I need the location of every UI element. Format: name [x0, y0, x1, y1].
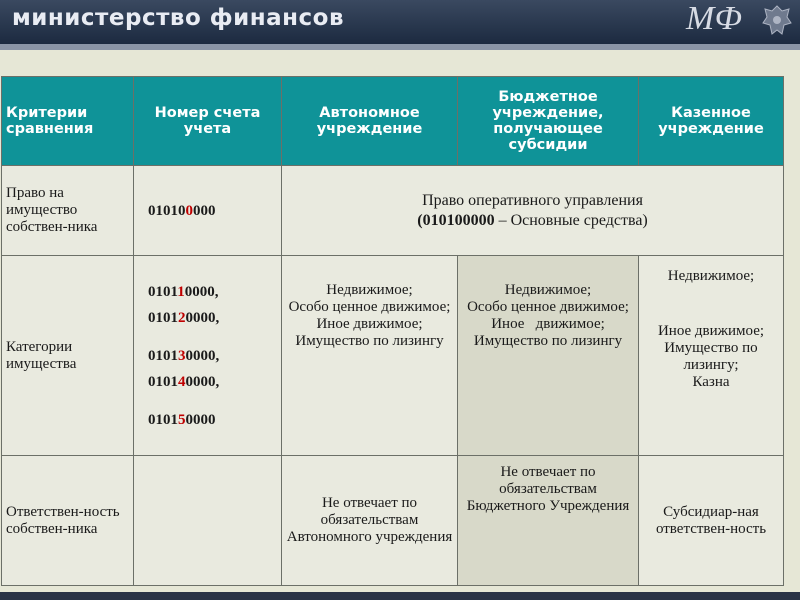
- banner-title: министерство финансов: [12, 5, 345, 31]
- criterion-cell: Ответствен-ность собствен-ника: [2, 456, 134, 586]
- top-banner: [0, 0, 800, 44]
- table-header-row: [2, 77, 784, 166]
- column-header-criteria: Критерии сравнения: [2, 77, 134, 166]
- table-row: [2, 256, 784, 456]
- autonomous-liability-cell: Не отвечает по обязательствам Автономного учреждения: [282, 456, 458, 586]
- budget-category-cell: Недвижимое; Особо ценное движимое; Иное движимое; Имущество по лизингу: [458, 256, 639, 456]
- budget-liability-cell: Не отвечает по обязательствам Бюджетного Учреждения: [458, 456, 639, 586]
- account-number: 010140000,: [148, 373, 220, 390]
- account-number: 010110000,: [148, 283, 219, 300]
- state-liability-cell: Субсидиар-ная ответствен-ность: [639, 456, 784, 586]
- account-number: 010130000,: [148, 347, 220, 364]
- coat-of-arms-icon: [760, 3, 794, 39]
- column-header-account: Номер счета учета: [134, 77, 282, 166]
- account-list-cell: [134, 256, 282, 456]
- column-header-state: Казенное учреждение: [639, 77, 784, 166]
- autonomous-category-cell: Недвижимое; Особо ценное движимое; Иное движимое; Имущество по лизингу: [282, 256, 458, 456]
- column-header-autonomous: Автономное учреждение: [282, 77, 458, 166]
- bottom-border: [0, 592, 800, 600]
- column-header-budget: Бюджетное учреждение, получающее субсидии: [458, 77, 639, 166]
- criterion-cell: Категории имущества: [2, 256, 134, 456]
- account-number: 010120000,: [148, 309, 220, 326]
- ministry-logo: МФ: [686, 0, 743, 37]
- account-number: 010150000: [148, 411, 216, 428]
- banner-stripe: [0, 44, 800, 50]
- table-row: [2, 456, 784, 586]
- comparison-table: [1, 76, 784, 586]
- table-row: [2, 166, 784, 256]
- state-category-cell: Недвижимое; Иное движимое; Имущество по лизингу; Казна: [639, 256, 784, 456]
- account-cell: [134, 456, 282, 586]
- criterion-cell: Право на имущество собствен-ника: [2, 166, 134, 256]
- merged-ownership-cell: Право оперативного управления (010100000 – Основные средства): [282, 166, 784, 256]
- account-cell: 010100000: [134, 166, 282, 256]
